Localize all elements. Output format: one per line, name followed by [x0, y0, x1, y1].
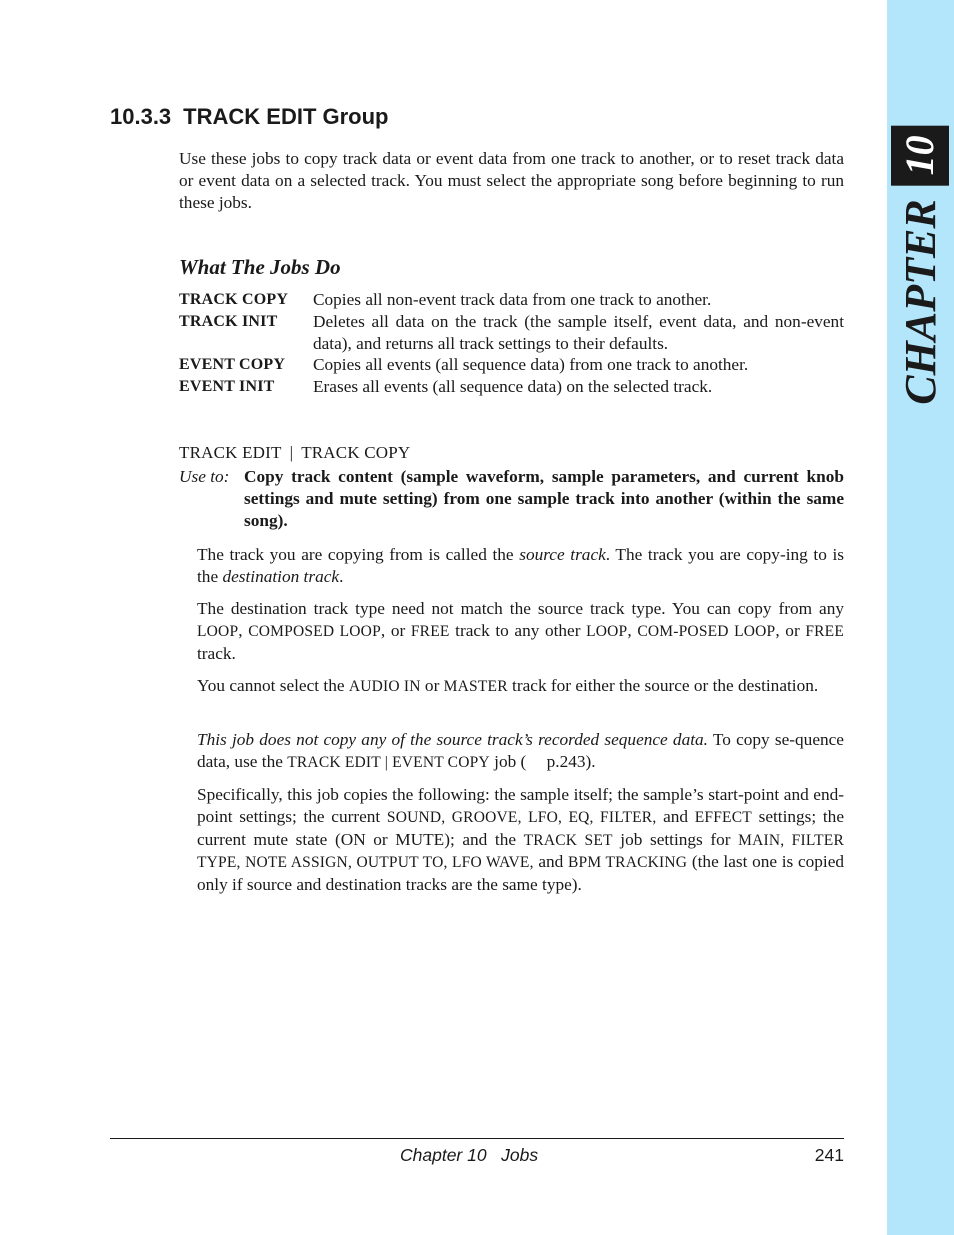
section-title [110, 104, 389, 130]
definition-description: Deletes all data on the track (the sample itself, event data, and non-event data), and returns all track settings to their defaults. [313, 311, 844, 353]
copied-items-paragraph: Specifically, this job copies the following: the sample itself; the sample’s start-point and end-point settings; the current SOUND, GROOVE, LFO, EQ, FILTER, and EFFECT settings; the current mute state (ON or MUTE); and the TRACK SET job settings for MAIN, FILTER TYPE, NOTE ASSIGN, OUTPUT TO, LFO WAVE, and BPM TRACKING (the last one is copied only if source and destination tracks are the same type). [197, 785, 845, 895]
definition-row [179, 376, 844, 398]
job-path-heading [179, 443, 410, 463]
footer-divider [110, 1138, 844, 1139]
intro-paragraph: Use these jobs to copy track data or event data from one track to another, or to reset track data or event data on a selected track. You must select the appropriate song before beginning to run these jobs. [179, 149, 844, 212]
definition-term: TRACK COPY [179, 291, 289, 308]
use-to-text: Copy track content (sample waveform, sample parameters, and current knob settings and mute setting) from one sample track into another (within the same song). [244, 467, 844, 530]
footer-chapter-title: Chapter 10 Jobs [400, 1145, 539, 1165]
definition-description: Copies all events (all sequence data) from one track to another. [313, 355, 749, 375]
destination-track-term: destination track [222, 566, 340, 586]
sequence-data-note-paragraph: This job does not copy any of the source track’s recorded sequence data. To copy se-quence data, use the TRACK EDIT | EVENT COPY job ( p.243). [197, 730, 844, 771]
track-type-paragraph: The destination track type need not match the source track type. You can copy from any LOOP, COMPOSED LOOP, or FREE track to any other LOOP, COM-POSED LOOP, or FREE track. [197, 599, 845, 663]
definition-term: TRACK INIT [179, 312, 278, 330]
job-group: TRACK EDIT [179, 443, 282, 462]
chapter-number: 10 [891, 125, 949, 185]
source-destination-paragraph: The track you are copying from is called the source track. The track you are copy-ing to is the destination track. [197, 545, 845, 586]
chapter-tab-label [891, 125, 949, 404]
job-name: TRACK COPY [301, 443, 411, 462]
section-number: 10.3.3 [110, 104, 172, 129]
definition-description: Erases all events (all sequence data) on the selected track. [313, 377, 713, 397]
definition-term: EVENT COPY [179, 356, 286, 374]
path-separator: | [289, 443, 294, 462]
definition-description: Copies all non-event track data from one track to another. [313, 290, 712, 309]
audio-master-paragraph: You cannot select the AUDIO IN or MASTER track for either the source or the destination. [197, 676, 819, 695]
section-name: TRACK EDIT Group [183, 104, 389, 129]
cross-reference: TRACK EDIT | EVENT COPY [287, 753, 490, 771]
use-to-block [179, 466, 844, 532]
definition-row [179, 311, 844, 355]
definition-term: EVENT INIT [179, 378, 275, 396]
jobs-definition-list [179, 289, 844, 398]
definition-row [179, 289, 844, 311]
use-to-label: Use to: [179, 467, 230, 486]
page-number: 241 [814, 1145, 844, 1165]
definition-row [179, 354, 844, 376]
source-track-term: source track [519, 545, 606, 564]
chapter-word: CHAPTER [895, 199, 945, 405]
jobs-heading: What The Jobs Do [179, 255, 341, 279]
